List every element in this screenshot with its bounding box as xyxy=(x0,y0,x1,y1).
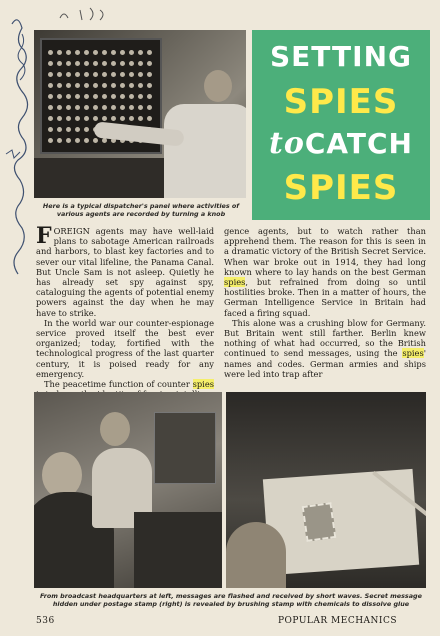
panel-knob xyxy=(120,50,125,55)
panel-knob xyxy=(48,50,53,55)
panel-knob xyxy=(66,94,71,99)
panel-knob xyxy=(147,50,152,55)
caption-top-photo: Here is a typical dispatcher's panel where activities of various agents are recorded by turning a knob xyxy=(42,202,240,218)
article-column-1 xyxy=(36,223,214,399)
panel-knob xyxy=(84,116,89,121)
panel-knob xyxy=(111,61,116,66)
panel-knob xyxy=(111,94,116,99)
paragraph: This alone was a crushing blow for Germany. But Britain went still farther. Berlin knew nothing of what had occurred, so the British continued to send messages, using the spies' names and codes. German armies and ships were led into trap after xyxy=(224,317,426,379)
panel-knob xyxy=(48,127,53,132)
panel-knob xyxy=(120,61,125,66)
panel-knob xyxy=(138,50,143,55)
panel-knob xyxy=(111,50,116,55)
panel-knob xyxy=(129,61,134,66)
title-line-4: SPIES xyxy=(283,168,399,208)
panel-knob xyxy=(138,94,143,99)
panel-knob xyxy=(84,50,89,55)
panel-knob xyxy=(66,116,71,121)
panel-knob xyxy=(75,83,80,88)
panel-knob xyxy=(102,105,107,110)
panel-knob xyxy=(120,72,125,77)
paragraph: FOREIGN agents may have well-laid plans to sabotage American railroads and harbors, to blast key factories and to sever our vital lifeline, the Panama Canal. But Uncle Sam is not asleep. Quietly he has already set spy against spy, cataloguing the agents of potential enemy powers against the day when he may have to strike. xyxy=(36,223,214,318)
panel-knob xyxy=(66,138,71,143)
panel-knob xyxy=(57,83,62,88)
panel-knob xyxy=(102,83,107,88)
panel-knob xyxy=(57,105,62,110)
panel-knob xyxy=(84,61,89,66)
panel-knob xyxy=(102,61,107,66)
panel-knob xyxy=(75,105,80,110)
panel-knob xyxy=(93,94,98,99)
paragraph: The peacetime function of counter spies xyxy=(44,379,214,390)
paragraph: gence agents, but to watch rather than apprehend them. The reason for this is seen in a dramatic victory of the British Secret Service. When war broke out in 1914, they had long known where to lay hands on the best German spies, but refrained from doing so until hostilities broke. Then in a matter of hours, the German Intelligence Service in Britain had faced a firing squad. xyxy=(224,226,426,318)
title-line-3 xyxy=(252,126,430,161)
panel-knob xyxy=(93,116,98,121)
panel-knob xyxy=(138,61,143,66)
panel-knob xyxy=(93,50,98,55)
drop-cap: F xyxy=(36,223,52,249)
panel-knob xyxy=(120,116,125,121)
panel-knob xyxy=(57,61,62,66)
panel-knob xyxy=(75,127,80,132)
panel-knob xyxy=(48,94,53,99)
panel-knob xyxy=(129,83,134,88)
handwritten-page-marks xyxy=(56,4,116,24)
panel-knob xyxy=(84,72,89,77)
panel-knob xyxy=(120,83,125,88)
title-word-to: to xyxy=(268,126,305,161)
title-word-catch: CATCH xyxy=(304,127,413,160)
panel-knob xyxy=(129,116,134,121)
panel-knob xyxy=(147,116,152,121)
panel-knob xyxy=(57,138,62,143)
paragraph: In the world war our counter-espionage service proved itself the best ever organized; today, fortified with the technological progress of the last quarter century, it is poised ready for any emergency. xyxy=(36,317,214,379)
photo-dispatcher-panel xyxy=(34,30,246,198)
caption-bottom-photos: From broadcast headquarters at left, messages are flashed and received by short waves. Secret message hidden under postage stamp (right) is revealed by brushing stamp with chemicals to dissolve glue xyxy=(40,592,422,608)
photo-broadcast-headquarters xyxy=(34,392,222,588)
panel-knob xyxy=(147,94,152,99)
panel-knob xyxy=(57,116,62,121)
panel-knob xyxy=(57,50,62,55)
highlighted-word: spies xyxy=(192,379,214,390)
panel-knob xyxy=(84,138,89,143)
photo-secret-message-stamp xyxy=(226,392,426,588)
panel-knob xyxy=(147,83,152,88)
panel-knob xyxy=(129,72,134,77)
highlighted-word: spies xyxy=(402,348,424,359)
magazine-name: POPULAR MECHANICS xyxy=(278,616,398,626)
panel-knob xyxy=(102,94,107,99)
panel-knob xyxy=(102,50,107,55)
panel-knob xyxy=(66,127,71,132)
panel-knob xyxy=(57,94,62,99)
panel-knob xyxy=(48,138,53,143)
panel-knob xyxy=(75,50,80,55)
highlighted-word: spies xyxy=(224,277,246,288)
panel-knob xyxy=(48,83,53,88)
panel-knob xyxy=(138,83,143,88)
panel-knob xyxy=(57,72,62,77)
panel-knob xyxy=(93,72,98,77)
handwritten-margin-note xyxy=(2,4,30,334)
panel-knob xyxy=(147,72,152,77)
panel-knob xyxy=(120,94,125,99)
panel-knob xyxy=(48,105,53,110)
panel-knob xyxy=(75,72,80,77)
panel-knob xyxy=(147,105,152,110)
panel-knob xyxy=(138,116,143,121)
panel-knob xyxy=(138,72,143,77)
panel-knob xyxy=(75,116,80,121)
panel-knob xyxy=(111,116,116,121)
panel-knob xyxy=(129,105,134,110)
panel-knob xyxy=(84,83,89,88)
panel-knob xyxy=(48,116,53,121)
panel-knob xyxy=(57,127,62,132)
panel-knob xyxy=(93,83,98,88)
article-column-2 xyxy=(224,226,426,379)
panel-knob xyxy=(75,94,80,99)
panel-knob xyxy=(48,72,53,77)
panel-knob xyxy=(111,72,116,77)
envelope xyxy=(263,469,419,575)
postage-stamp xyxy=(302,502,337,542)
panel-knob xyxy=(66,72,71,77)
panel-knob xyxy=(129,94,134,99)
panel-knob xyxy=(138,105,143,110)
panel-knob xyxy=(75,61,80,66)
panel-knob xyxy=(48,61,53,66)
panel-knob xyxy=(93,61,98,66)
panel-knob xyxy=(111,83,116,88)
panel-knob xyxy=(120,105,125,110)
panel-knob xyxy=(93,105,98,110)
panel-knob xyxy=(111,105,116,110)
panel-knob xyxy=(102,116,107,121)
panel-knob xyxy=(66,61,71,66)
panel-knob xyxy=(66,50,71,55)
panel-knob xyxy=(75,138,80,143)
panel-knob xyxy=(93,138,98,143)
panel-knob xyxy=(102,72,107,77)
panel-knob xyxy=(66,83,71,88)
title-line-1: SETTING xyxy=(270,40,412,73)
panel-knob xyxy=(84,105,89,110)
panel-knob xyxy=(147,61,152,66)
panel-knob xyxy=(102,138,107,143)
panel-knob xyxy=(129,50,134,55)
title-line-2: SPIES xyxy=(283,82,399,122)
page-number: 536 xyxy=(36,616,55,626)
panel-knob xyxy=(84,127,89,132)
panel-knob xyxy=(84,94,89,99)
article-title xyxy=(252,30,430,220)
panel-knob xyxy=(66,105,71,110)
